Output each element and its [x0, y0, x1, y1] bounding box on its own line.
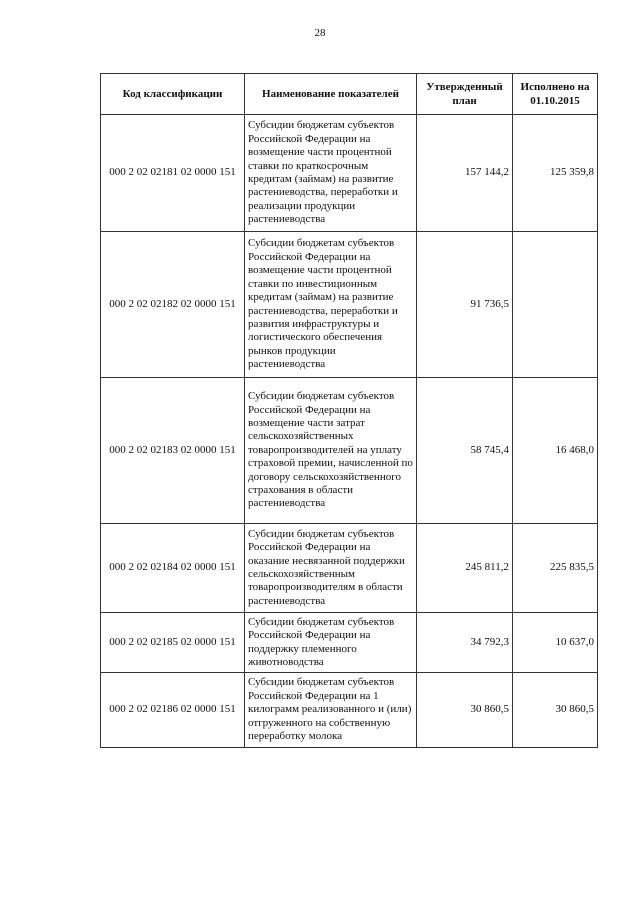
row-name: Субсидии бюджетам субъектов Российской Федерации на поддержку племенного животноводства	[245, 613, 417, 673]
header-code: Код классификации	[101, 74, 245, 115]
row-code: 000 2 02 02185 02 0000 151	[101, 613, 245, 673]
page-number: 28	[314, 27, 326, 39]
table-row	[101, 378, 598, 524]
table-row	[101, 232, 598, 378]
row-name: Субсидии бюджетам субъектов Российской Федерации на возмещение части процентной ставки по инвестиционным кредитам (займам) на развитие растениеводства, переработки и развития инфраструктуры и логистического обеспечения рынков продукции растениеводства	[245, 232, 417, 378]
table-header-row	[101, 74, 598, 115]
header-plan: Утвержденный план	[417, 74, 513, 115]
row-plan: 157 144,2	[417, 115, 513, 232]
table-row	[101, 524, 598, 613]
budget-table	[100, 73, 598, 748]
row-plan: 245 811,2	[417, 524, 513, 613]
table-row	[101, 673, 598, 748]
row-code: 000 2 02 02186 02 0000 151	[101, 673, 245, 748]
row-executed: 30 860,5	[513, 673, 598, 748]
row-code: 000 2 02 02181 02 0000 151	[101, 115, 245, 232]
header-name: Наименование показателей	[245, 74, 417, 115]
row-plan: 30 860,5	[417, 673, 513, 748]
header-executed: Исполнено на 01.10.2015	[513, 74, 598, 115]
row-code: 000 2 02 02183 02 0000 151	[101, 378, 245, 524]
row-name: Субсидии бюджетам субъектов Российской Федерации на возмещение части процентной ставки по краткосрочным кредитам (займам) на развитие растениеводства, переработки и реализации продукции растениеводства	[245, 115, 417, 232]
row-name: Субсидии бюджетам субъектов Российской Федерации на 1 килограмм реализованного и (или) отгруженного на собственную переработку молока	[245, 673, 417, 748]
row-code: 000 2 02 02184 02 0000 151	[101, 524, 245, 613]
row-code: 000 2 02 02182 02 0000 151	[101, 232, 245, 378]
row-plan: 34 792,3	[417, 613, 513, 673]
row-executed	[513, 232, 598, 378]
table-row	[101, 613, 598, 673]
table-row	[101, 115, 598, 232]
row-executed: 16 468,0	[513, 378, 598, 524]
row-name: Субсидии бюджетам субъектов Российской Федерации на возмещение части затрат сельскохозяйственных товаропроизводителей на уплату страховой премии, начисленной по договору сельскохозяйственного страхования в области растениеводства	[245, 378, 417, 524]
row-executed: 10 637,0	[513, 613, 598, 673]
row-executed: 125 359,8	[513, 115, 598, 232]
row-name: Субсидии бюджетам субъектов Российской Федерации на оказание несвязанной поддержки сельскохозяйственным товаропроизводителям в области растениеводства	[245, 524, 417, 613]
row-plan: 58 745,4	[417, 378, 513, 524]
row-plan: 91 736,5	[417, 232, 513, 378]
row-executed: 225 835,5	[513, 524, 598, 613]
